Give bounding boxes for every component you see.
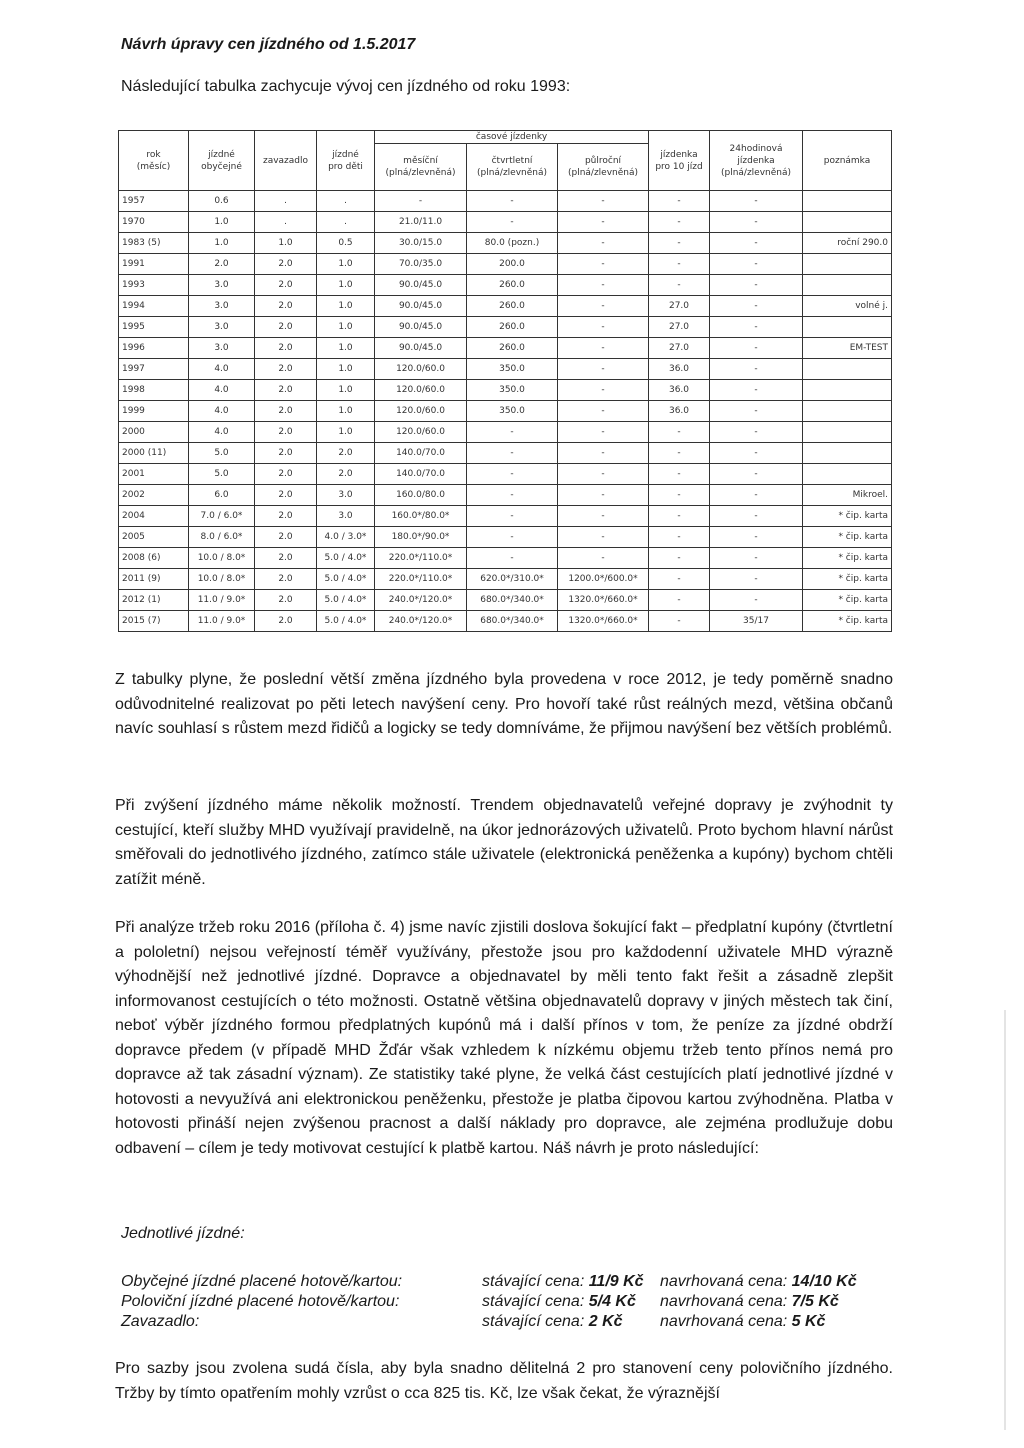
paragraph-4: Pro sazby jsou zvolena sudá čísla, aby byla snadno dělitelná 2 pro stanovení ceny polovičního jízdného. Tržby by tímto opatřením mohly vzrůst o cca 825 tis. Kč, lze však čekat, že výraznější [115, 1360, 893, 1402]
cell-24hod: - [710, 464, 803, 485]
cell-deti: 5.0 / 4.0* [317, 590, 375, 611]
cell-jizdenka10: - [649, 569, 710, 590]
cell-zavazadlo: 2.0 [255, 401, 317, 422]
cell-zavazadlo: 2.0 [255, 317, 317, 338]
cell-zavazadlo: 2.0 [255, 464, 317, 485]
cell-mesicni: 160.0*/80.0* [375, 506, 467, 527]
current-price-value: 11/9 Kč [588, 1273, 644, 1290]
new-price-value: 5 Kč [791, 1313, 826, 1330]
cell-rok: 2011 (9) [119, 569, 189, 590]
cell-poznamka: * čip. karta [803, 590, 892, 611]
cell-zavazadlo: 2.0 [255, 338, 317, 359]
cell-deti: 1.0 [317, 380, 375, 401]
cell-mesicni: 30.0/15.0 [375, 233, 467, 254]
table-row [119, 338, 892, 359]
col-24hod [710, 131, 803, 191]
new-price [660, 1292, 900, 1312]
cell-jizdenka10: - [649, 422, 710, 443]
price-row [115, 1292, 905, 1312]
cell-obycejne: 1.0 [189, 212, 255, 233]
new-price-value: 14/10 Kč [791, 1273, 857, 1290]
cell-zavazadlo: 2.0 [255, 422, 317, 443]
cell-jizdenka10: - [649, 443, 710, 464]
cell-zavazadlo: 2.0 [255, 359, 317, 380]
cell-obycejne: 5.0 [189, 443, 255, 464]
cell-ctvrtletni: 350.0 [467, 380, 558, 401]
cell-pulrocni: - [558, 443, 649, 464]
cell-deti: 3.0 [317, 506, 375, 527]
cell-ctvrtletni: 350.0 [467, 401, 558, 422]
cell-zavazadlo: 2.0 [255, 569, 317, 590]
cell-24hod: - [710, 275, 803, 296]
cell-24hod: - [710, 485, 803, 506]
cell-mesicni: 120.0/60.0 [375, 401, 467, 422]
cell-rok: 2012 (1) [119, 590, 189, 611]
table-row [119, 359, 892, 380]
cell-mesicni: - [375, 191, 467, 212]
cell-poznamka [803, 401, 892, 422]
cell-mesicni: 120.0/60.0 [375, 380, 467, 401]
cell-jizdenka10: - [649, 233, 710, 254]
cell-pulrocni: - [558, 296, 649, 317]
cell-obycejne: 2.0 [189, 254, 255, 275]
intro-text: Následující tabulka zachycuje vývoj cen jízdného od roku 1993: [121, 78, 571, 95]
cell-ctvrtletni: 260.0 [467, 296, 558, 317]
cell-deti: 5.0 / 4.0* [317, 611, 375, 632]
table-row [119, 254, 892, 275]
cell-ctvrtletni: - [467, 548, 558, 569]
current-price-value: 2 Kč [588, 1313, 623, 1330]
cell-24hod: - [710, 296, 803, 317]
cell-deti: . [317, 212, 375, 233]
cell-obycejne: 4.0 [189, 422, 255, 443]
cell-obycejne: 3.0 [189, 275, 255, 296]
cell-poznamka: * čip. karta [803, 506, 892, 527]
cell-poznamka [803, 380, 892, 401]
cell-ctvrtletni: - [467, 506, 558, 527]
cell-rok: 1957 [119, 191, 189, 212]
cell-ctvrtletni: - [467, 443, 558, 464]
cell-pulrocni: - [558, 275, 649, 296]
cell-deti: 5.0 / 4.0* [317, 569, 375, 590]
cell-poznamka [803, 275, 892, 296]
cell-deti: 1.0 [317, 422, 375, 443]
new-price-label: navrhovaná cena: [660, 1293, 792, 1310]
current-price-value: 5/4 Kč [588, 1293, 636, 1310]
col-jizdenka10 [649, 131, 710, 191]
cell-deti: 0.5 [317, 233, 375, 254]
cell-poznamka [803, 254, 892, 275]
cell-ctvrtletni: 620.0*/310.0* [467, 569, 558, 590]
cell-obycejne: 10.0 / 8.0* [189, 569, 255, 590]
scan-edge-line [1004, 1010, 1006, 1430]
cell-jizdenka10: 36.0 [649, 380, 710, 401]
cell-zavazadlo: 2.0 [255, 485, 317, 506]
price-row [115, 1312, 905, 1332]
cell-zavazadlo: 2.0 [255, 443, 317, 464]
table-row [119, 527, 892, 548]
cell-obycejne: 10.0 / 8.0* [189, 548, 255, 569]
col-zavazadlo [255, 131, 317, 191]
cell-pulrocni: 1320.0*/660.0* [558, 611, 649, 632]
cell-obycejne: 3.0 [189, 338, 255, 359]
cell-zavazadlo: . [255, 212, 317, 233]
table-row [119, 212, 892, 233]
cell-zavazadlo: 1.0 [255, 233, 317, 254]
cell-jizdenka10: - [649, 485, 710, 506]
cell-poznamka: * čip. karta [803, 569, 892, 590]
cell-mesicni: 140.0/70.0 [375, 464, 467, 485]
new-price-label: navrhovaná cena: [660, 1313, 792, 1330]
cell-ctvrtletni: - [467, 527, 558, 548]
cell-rok: 2000 (11) [119, 443, 189, 464]
col-deti [317, 131, 375, 191]
cell-poznamka: * čip. karta [803, 527, 892, 548]
cell-24hod: - [710, 569, 803, 590]
table-row [119, 506, 892, 527]
cell-mesicni: 70.0/35.0 [375, 254, 467, 275]
cell-mesicni: 140.0/70.0 [375, 443, 467, 464]
current-price-label: stávající cena: [482, 1293, 589, 1310]
cell-rok: 2008 (6) [119, 548, 189, 569]
table-row [119, 191, 892, 212]
table-row [119, 317, 892, 338]
cell-24hod: - [710, 191, 803, 212]
cell-jizdenka10: - [649, 254, 710, 275]
col-mesicni-label: měsíční (plná/zlevněná) [385, 156, 456, 178]
cell-poznamka: volné j. [803, 296, 892, 317]
col-ctvrtletni [467, 144, 558, 191]
cell-pulrocni: - [558, 359, 649, 380]
current-price [482, 1292, 660, 1312]
new-price [660, 1272, 900, 1292]
cell-mesicni: 240.0*/120.0* [375, 590, 467, 611]
cell-deti: 1.0 [317, 338, 375, 359]
cell-deti: 1.0 [317, 275, 375, 296]
cell-zavazadlo: 2.0 [255, 380, 317, 401]
cell-deti: 4.0 / 3.0* [317, 527, 375, 548]
cell-deti: 2.0 [317, 464, 375, 485]
table-row [119, 590, 892, 611]
cell-rok: 1991 [119, 254, 189, 275]
current-price-label: stávající cena: [482, 1313, 589, 1330]
cell-pulrocni: - [558, 464, 649, 485]
table-row [119, 569, 892, 590]
cell-zavazadlo: 2.0 [255, 296, 317, 317]
cell-ctvrtletni: - [467, 485, 558, 506]
cell-zavazadlo: 2.0 [255, 527, 317, 548]
cell-rok: 2015 (7) [119, 611, 189, 632]
cell-ctvrtletni: - [467, 212, 558, 233]
cell-pulrocni: - [558, 338, 649, 359]
cell-jizdenka10: - [649, 275, 710, 296]
cell-mesicni: 220.0*/110.0* [375, 548, 467, 569]
cell-obycejne: 4.0 [189, 359, 255, 380]
cell-ctvrtletni: 260.0 [467, 338, 558, 359]
col-casove [375, 131, 649, 144]
table-row [119, 548, 892, 569]
cell-ctvrtletni: 680.0*/340.0* [467, 611, 558, 632]
cell-obycejne: 0.6 [189, 191, 255, 212]
cell-pulrocni: - [558, 254, 649, 275]
cell-poznamka [803, 443, 892, 464]
cell-24hod: 35/17 [710, 611, 803, 632]
cell-mesicni: 120.0/60.0 [375, 359, 467, 380]
cell-rok: 1994 [119, 296, 189, 317]
current-price-label: stávající cena: [482, 1273, 589, 1290]
cell-obycejne: 8.0 / 6.0* [189, 527, 255, 548]
document-heading: Návrh úpravy cen jízdného od 1.5.2017 [121, 36, 416, 53]
table-row [119, 611, 892, 632]
new-price-label: navrhovaná cena: [660, 1273, 792, 1290]
cell-deti: 1.0 [317, 317, 375, 338]
cell-rok: 1970 [119, 212, 189, 233]
cell-poznamka [803, 359, 892, 380]
cell-mesicni: 90.0/45.0 [375, 275, 467, 296]
cell-rok: 1999 [119, 401, 189, 422]
table-row [119, 485, 892, 506]
cell-deti: 1.0 [317, 296, 375, 317]
col-poznamka-label: poznámka [823, 155, 871, 166]
col-ctvrtletni-label: čtvrtletní (plná/zlevněná) [476, 156, 548, 178]
cell-poznamka [803, 212, 892, 233]
cell-ctvrtletni: 80.0 (pozn.) [467, 233, 558, 254]
price-name: Poloviční jízdné placené hotově/kartou: [121, 1293, 400, 1310]
cell-jizdenka10: - [649, 506, 710, 527]
cell-deti: 3.0 [317, 485, 375, 506]
col-mesicni [375, 144, 467, 191]
table-row [119, 464, 892, 485]
fare-history-table-wrap [118, 130, 891, 632]
cell-zavazadlo: 2.0 [255, 506, 317, 527]
col-pulrocni-label: půlroční (plná/zlevněná) [567, 156, 639, 178]
cell-poznamka [803, 317, 892, 338]
cell-deti: 5.0 / 4.0* [317, 548, 375, 569]
cell-poznamka: * čip. karta [803, 548, 892, 569]
cell-poznamka: * čip. karta [803, 611, 892, 632]
cell-obycejne: 7.0 / 6.0* [189, 506, 255, 527]
table-row [119, 296, 892, 317]
cell-24hod: - [710, 380, 803, 401]
col-poznamka [803, 131, 892, 191]
cell-rok: 1996 [119, 338, 189, 359]
cell-obycejne: 5.0 [189, 464, 255, 485]
col-obycejne [189, 131, 255, 191]
cell-rok: 1993 [119, 275, 189, 296]
cell-obycejne: 3.0 [189, 317, 255, 338]
cell-mesicni: 240.0*/120.0* [375, 611, 467, 632]
cell-ctvrtletni: - [467, 422, 558, 443]
cell-obycejne: 6.0 [189, 485, 255, 506]
cell-poznamka: Mikroel. [803, 485, 892, 506]
cell-pulrocni: - [558, 401, 649, 422]
current-price [482, 1312, 660, 1332]
table-row [119, 275, 892, 296]
fare-table-body [119, 191, 892, 632]
cell-24hod: - [710, 506, 803, 527]
table-row [119, 233, 892, 254]
table-row [119, 422, 892, 443]
cell-obycejne: 11.0 / 9.0* [189, 611, 255, 632]
cell-pulrocni: - [558, 548, 649, 569]
paragraph-3: Při analýze tržeb roku 2016 (příloha č. 4) jsme navíc zjistili doslova šokující fakt – předplatní kupóny (čtvrtletní a pololetní) nejsou veřejností téměř využívány, přestože jsou pro každodenní uživatele MHD výrazně výhodnější než jednotlivé jízdné. Dopravce a objednavatel by měli tento fakt řešit a zásadně zlepšit informovanost cestujících o této možnosti. Ostatně většina objednavatelů dopravy v jiných městech tak činí, neboť výběr jízdného formou předplatných kupónů má i další přínos v tom, že peníze za jízdné obdrží dopravce předem (v případě MHD Žďár však vzhledem k nízkému objemu tržeb tento přínos nemá pro dopravce až tak zásadní význam). Ze statistiky také plyne, že velká část cestujících platí jednotlivé jízdné v hotovosti a nevyužívá ani elektronickou peněženku, přestože je platba čipovou kartou zvýhodněna. Platba v hotovosti přináší nejen zvýšenou pracnost a další náklady pro dopravce, ale zejména prodlužuje dobu odbavení – cílem je tedy motivovat cestující k platbě kartou. Náš návrh je proto následující: [115, 919, 893, 1157]
fare-history-table [118, 130, 892, 632]
cell-jizdenka10: - [649, 191, 710, 212]
price-row [115, 1272, 905, 1292]
cell-jizdenka10: 27.0 [649, 317, 710, 338]
cell-rok: 2000 [119, 422, 189, 443]
cell-obycejne: 4.0 [189, 401, 255, 422]
cell-deti: 1.0 [317, 359, 375, 380]
cell-obycejne: 3.0 [189, 296, 255, 317]
cell-jizdenka10: 36.0 [649, 401, 710, 422]
cell-24hod: - [710, 338, 803, 359]
cell-rok: 1998 [119, 380, 189, 401]
cell-jizdenka10: - [649, 527, 710, 548]
table-row [119, 401, 892, 422]
cell-rok: 1995 [119, 317, 189, 338]
price-name: Zavazadlo: [121, 1313, 200, 1330]
cell-jizdenka10: - [649, 590, 710, 611]
col-24hod-label: 24hodinová jízdenka (plná/zlevněná) [720, 143, 792, 178]
col-deti-label: jízdné pro děti [328, 149, 363, 172]
cell-mesicni: 120.0/60.0 [375, 422, 467, 443]
cell-24hod: - [710, 233, 803, 254]
cell-jizdenka10: - [649, 548, 710, 569]
cell-poznamka: roční 290.0 [803, 233, 892, 254]
cell-rok: 2001 [119, 464, 189, 485]
cell-jizdenka10: - [649, 464, 710, 485]
cell-jizdenka10: 36.0 [649, 359, 710, 380]
cell-obycejne: 11.0 / 9.0* [189, 590, 255, 611]
cell-rok: 2004 [119, 506, 189, 527]
cell-pulrocni: - [558, 380, 649, 401]
col-zavazadlo-label: zavazadlo [262, 155, 309, 166]
new-price [660, 1312, 900, 1332]
price-list [115, 1272, 905, 1332]
table-row [119, 443, 892, 464]
cell-deti: 1.0 [317, 254, 375, 275]
cell-mesicni: 90.0/45.0 [375, 296, 467, 317]
cell-deti: 1.0 [317, 401, 375, 422]
col-casove-label: časové jízdenky [475, 132, 548, 142]
cell-obycejne: 1.0 [189, 233, 255, 254]
cell-ctvrtletni: 260.0 [467, 275, 558, 296]
cell-jizdenka10: - [649, 611, 710, 632]
cell-24hod: - [710, 548, 803, 569]
cell-ctvrtletni: 260.0 [467, 317, 558, 338]
cell-zavazadlo: . [255, 191, 317, 212]
current-price [482, 1272, 660, 1292]
cell-ctvrtletni: 680.0*/340.0* [467, 590, 558, 611]
cell-zavazadlo: 2.0 [255, 548, 317, 569]
cell-poznamka [803, 464, 892, 485]
cell-rok: 2002 [119, 485, 189, 506]
cell-24hod: - [710, 443, 803, 464]
cell-pulrocni: 1320.0*/660.0* [558, 590, 649, 611]
cell-mesicni: 180.0*/90.0* [375, 527, 467, 548]
cell-ctvrtletni: - [467, 464, 558, 485]
table-row [119, 380, 892, 401]
cell-pulrocni: - [558, 422, 649, 443]
paragraph-2: Při zvýšení jízdného máme několik možností. Trendem objednavatelů veřejné dopravy je zvýhodnit ty cestující, kteří služby MHD využívají pravidelně, na úkor jednorázových uživatelů. Proto bychom hlavní nárůst směřovali do jednotlivého jízdného, zatímco stále uživatele (elektronická peněženka a kupóny) bychom chtěli zatížit méně. [115, 797, 893, 888]
cell-deti: 2.0 [317, 443, 375, 464]
col-obycejne-label: jízdné obyčejné [201, 149, 242, 172]
paragraph-1: Z tabulky plyne, že poslední větší změna jízdného byla provedena v roce 2012, je tedy poměrně snadno odůvodnitelné realizovat po pěti letech navýšení ceny. Pro hovoří také růst reálných mezd, většina občanů navíc souhlasí s růstem mezd řidičů a logicky se tedy domníváme, že přijmou navýšení bez větších problémů. [115, 671, 893, 737]
cell-ctvrtletni: 200.0 [467, 254, 558, 275]
cell-24hod: - [710, 401, 803, 422]
cell-mesicni: 90.0/45.0 [375, 317, 467, 338]
cell-pulrocni: - [558, 485, 649, 506]
cell-pulrocni: - [558, 317, 649, 338]
cell-pulrocni: - [558, 191, 649, 212]
price-name: Obyčejné jízdné placené hotově/kartou: [121, 1273, 403, 1290]
cell-mesicni: 160.0/80.0 [375, 485, 467, 506]
cell-jizdenka10: - [649, 212, 710, 233]
cell-rok: 1997 [119, 359, 189, 380]
cell-ctvrtletni: - [467, 191, 558, 212]
col-rok-label: rok (měsíc) [136, 149, 171, 172]
cell-pulrocni: - [558, 212, 649, 233]
section-title: Jednotlivé jízdné: [121, 1225, 245, 1242]
cell-24hod: - [710, 422, 803, 443]
cell-24hod: - [710, 359, 803, 380]
cell-24hod: - [710, 254, 803, 275]
cell-obycejne: 4.0 [189, 380, 255, 401]
col-jizdenka10-label: jízdenka pro 10 jízd [655, 149, 703, 172]
cell-jizdenka10: 27.0 [649, 296, 710, 317]
cell-ctvrtletni: 350.0 [467, 359, 558, 380]
cell-rok: 1983 (5) [119, 233, 189, 254]
cell-mesicni: 90.0/45.0 [375, 338, 467, 359]
cell-deti: . [317, 191, 375, 212]
cell-24hod: - [710, 590, 803, 611]
new-price-value: 7/5 Kč [791, 1293, 839, 1310]
cell-24hod: - [710, 527, 803, 548]
cell-rok: 2005 [119, 527, 189, 548]
cell-zavazadlo: 2.0 [255, 254, 317, 275]
cell-zavazadlo: 2.0 [255, 590, 317, 611]
cell-poznamka: EM-TEST [803, 338, 892, 359]
cell-mesicni: 21.0/11.0 [375, 212, 467, 233]
cell-mesicni: 220.0*/110.0* [375, 569, 467, 590]
cell-24hod: - [710, 212, 803, 233]
col-rok [119, 131, 189, 191]
cell-poznamka [803, 422, 892, 443]
cell-pulrocni: 1200.0*/600.0* [558, 569, 649, 590]
col-pulrocni [558, 144, 649, 191]
cell-pulrocni: - [558, 233, 649, 254]
cell-24hod: - [710, 317, 803, 338]
cell-jizdenka10: 27.0 [649, 338, 710, 359]
cell-pulrocni: - [558, 506, 649, 527]
cell-zavazadlo: 2.0 [255, 611, 317, 632]
cell-zavazadlo: 2.0 [255, 275, 317, 296]
cell-poznamka [803, 191, 892, 212]
cell-pulrocni: - [558, 527, 649, 548]
